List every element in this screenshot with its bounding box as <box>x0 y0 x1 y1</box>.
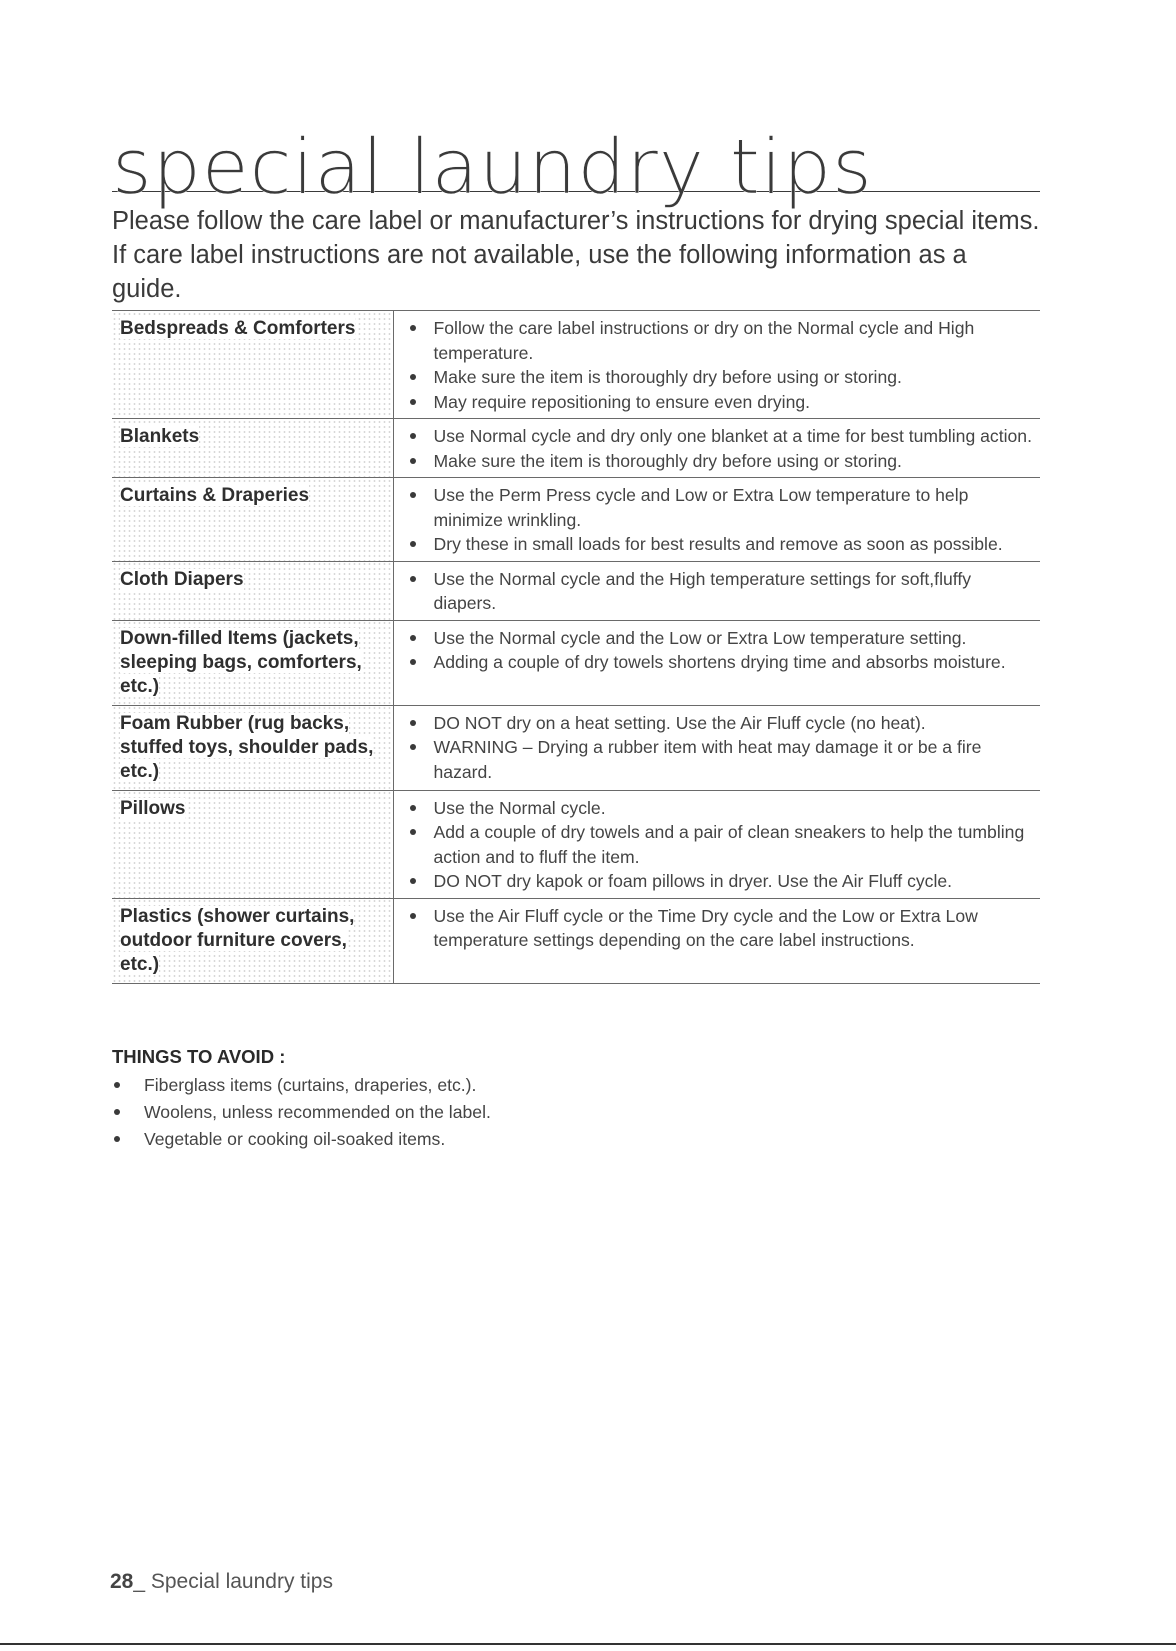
page-title-text: special laundry tips <box>112 122 873 211</box>
tip-item: May require repositioning to ensure even drying. <box>406 390 1035 415</box>
table-row <box>112 478 1040 562</box>
things-to-avoid-list <box>112 1072 1012 1153</box>
table-row <box>112 898 1040 983</box>
tip-item: Dry these in small loads for best results and remove as soon as possible. <box>406 532 1035 557</box>
tip-item: Use the Perm Press cycle and Low or Extra Low temperature to help minimize wrinkling. <box>406 483 1035 532</box>
table-row <box>112 705 1040 790</box>
tip-list <box>406 483 1035 557</box>
tips-cell <box>393 790 1040 898</box>
tip-list <box>406 904 1035 953</box>
tip-item: Adding a couple of dry towels shortens drying time and absorbs moisture. <box>406 650 1035 675</box>
category-cell <box>112 311 393 419</box>
bottom-rule <box>0 1643 1176 1645</box>
page-number: 28 <box>110 1570 134 1593</box>
tip-list <box>406 626 1035 675</box>
tips-cell <box>393 478 1040 562</box>
category-label: Pillows <box>120 797 186 819</box>
tip-item: WARNING – Drying a rubber item with heat may damage it or be a fire hazard. <box>406 735 1035 784</box>
tips-cell <box>393 419 1040 478</box>
category-label: Cloth Diapers <box>120 568 244 590</box>
tip-list <box>406 711 1035 785</box>
intro-paragraph: Please follow the care label or manufacturer’s instructions for drying special items. If care label instructions are not available, use the following information as a guide. <box>112 207 1040 303</box>
tip-item: Make sure the item is thoroughly dry before using or storing. <box>406 365 1035 390</box>
tip-list <box>406 424 1035 473</box>
category-cell <box>112 790 393 898</box>
tips-cell <box>393 561 1040 620</box>
table-row <box>112 419 1040 478</box>
tip-item: DO NOT dry kapok or foam pillows in dryer. Use the Air Fluff cycle. <box>406 869 1035 894</box>
table-row <box>112 561 1040 620</box>
category-cell <box>112 705 393 790</box>
category-cell <box>112 561 393 620</box>
avoid-item: Vegetable or cooking oil-soaked items. <box>112 1126 1012 1153</box>
category-label: Down-filled Items (jackets, sleeping bags, comforters, etc.) <box>120 627 362 697</box>
avoid-item: Fiberglass items (curtains, draperies, etc.). <box>112 1072 1012 1099</box>
category-label: Curtains & Draperies <box>120 485 310 506</box>
tip-list <box>406 567 1035 616</box>
tip-item: Use the Air Fluff cycle or the Time Dry cycle and the Low or Extra Low temperature settings depending on the care label instructions. <box>406 904 1035 953</box>
tip-item: Use Normal cycle and dry only one blanket at a time for best tumbling action. <box>406 424 1035 449</box>
category-cell <box>112 419 393 478</box>
category-label: Plastics (shower curtains, outdoor furniture covers, etc.) <box>120 905 355 975</box>
tips-cell <box>393 311 1040 419</box>
tip-list <box>406 796 1035 894</box>
tip-item: Use the Normal cycle. <box>406 796 1035 821</box>
avoid-item: Woolens, unless recommended on the label. <box>112 1099 1012 1126</box>
category-label: Foam Rubber (rug backs, stuffed toys, shoulder pads, etc.) <box>120 712 374 782</box>
category-label: Blankets <box>120 426 200 447</box>
tip-item: Add a couple of dry towels and a pair of clean sneakers to help the tumbling action and to fluff the item. <box>406 820 1035 869</box>
category-cell <box>112 898 393 983</box>
tip-item: Make sure the item is thoroughly dry before using or storing. <box>406 449 1035 474</box>
table-row <box>112 311 1040 419</box>
tip-item: Use the Normal cycle and the Low or Extra Low temperature setting. <box>406 626 1035 651</box>
tips-cell <box>393 620 1040 705</box>
category-cell <box>112 478 393 562</box>
footer-separator: _ <box>133 1570 151 1593</box>
table-row <box>112 790 1040 898</box>
table-row <box>112 620 1040 705</box>
page-footer <box>110 1570 333 1594</box>
tip-item: DO NOT dry on a heat setting. Use the Air Fluff cycle (no heat). <box>406 711 1035 736</box>
category-cell <box>112 620 393 705</box>
laundry-tips-table <box>112 310 1040 984</box>
tip-item: Use the Normal cycle and the High temperature settings for soft,fluffy diapers. <box>406 567 1035 616</box>
tips-cell <box>393 705 1040 790</box>
tip-item: Follow the care label instructions or dry on the Normal cycle and High temperature. <box>406 316 1035 365</box>
things-to-avoid-heading: THINGS TO AVOID : <box>112 1046 286 1067</box>
tips-cell <box>393 898 1040 983</box>
page-title <box>112 108 1040 211</box>
tip-list <box>406 316 1035 414</box>
footer-section-title: Special laundry tips <box>150 1570 333 1593</box>
category-label: Bedspreads & Comforters <box>120 318 356 339</box>
